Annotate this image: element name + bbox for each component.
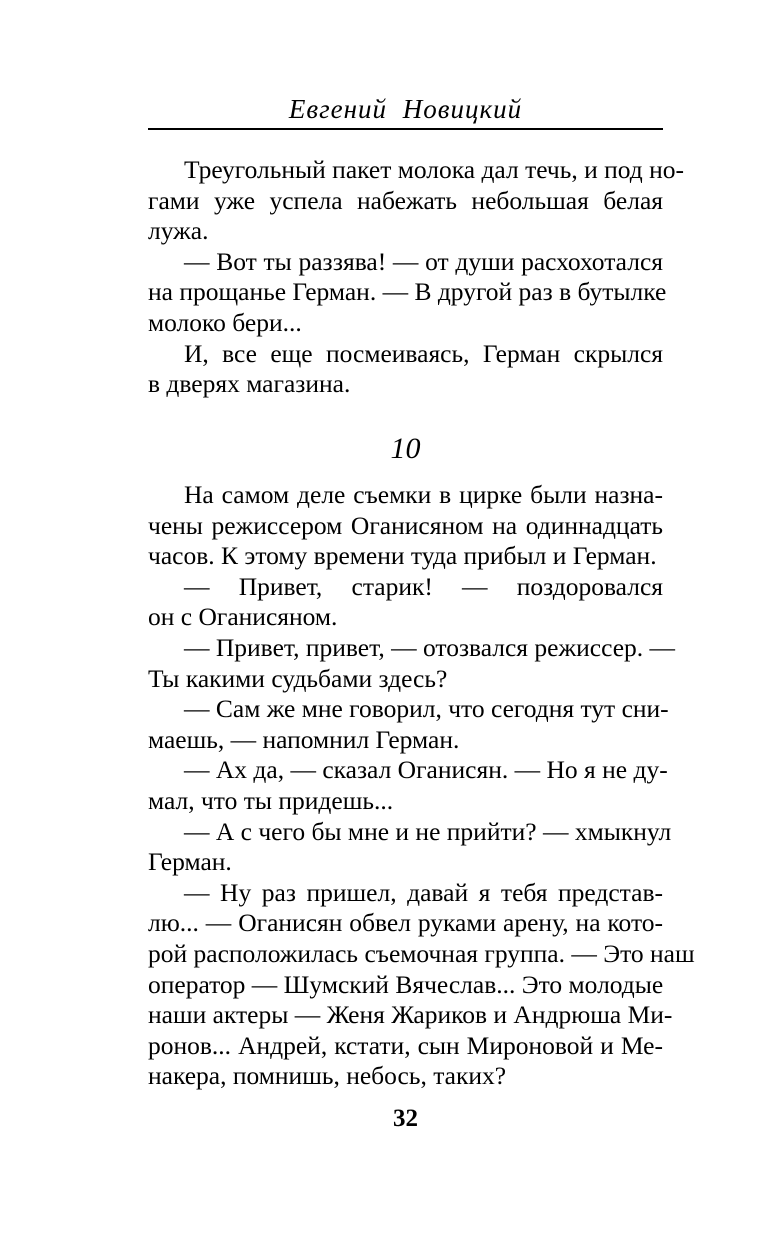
text-line: мал, что ты придешь...: [148, 785, 394, 815]
text-line: чены режиссером Оганисяном на одиннадцать: [148, 510, 663, 540]
paragraph: [148, 632, 676, 694]
text-line: лужа.: [148, 216, 209, 246]
chapter-number: 10: [390, 432, 421, 465]
text-line: лю... — Оганисян обвел руками арену, на кото-: [148, 908, 663, 938]
text-line: — Вот ты раззява! — от души расхохотался: [184, 246, 663, 276]
paragraph: [148, 694, 669, 755]
text-line: в дверях магазина.: [148, 369, 351, 399]
text-line: молоко бери...: [148, 307, 302, 337]
paragraph: [148, 339, 663, 400]
text-line: наши актеры — Женя Жариков и Андрюша Ми-: [148, 1000, 673, 1030]
paragraph: [148, 572, 663, 633]
paragraph: [148, 877, 695, 1092]
paragraph: [148, 246, 667, 339]
text-block-chapter-body: [148, 480, 695, 1092]
text-line: Ты какими судьбами здесь?: [148, 663, 448, 693]
text-line: Герман.: [148, 847, 232, 877]
text-line: — Ну раз пришел, давай я тебя представ-: [184, 877, 663, 907]
text-line: И, все еще посмеиваясь, Герман скрылся: [184, 338, 663, 368]
text-line: часов. К этому времени туда прибыл и Герман.: [148, 541, 657, 571]
paragraph: [148, 816, 672, 878]
paragraph: [148, 755, 668, 816]
text-line: — А с чего бы мне и не прийти? — хмыкнул: [184, 816, 672, 846]
text-line: маешь, — напомнил Герман.: [148, 724, 460, 754]
paragraph: [148, 480, 663, 572]
text-block-before-chapter: [148, 155, 685, 400]
text-line: — Привет, старик! — поздоровался: [184, 571, 663, 601]
text-line: ронов... Андрей, кстати, сын Мироновой и Ме-: [148, 1030, 663, 1060]
running-head-author: Евгений Новицкий: [288, 94, 523, 124]
text-line: на прощанье Герман. — В другой раз в бутылке: [148, 277, 667, 307]
text-line: рой расположилась съемочная группа. — Это наш: [148, 938, 695, 968]
header-rule: [148, 128, 663, 130]
text-line: На самом деле съемки в цирке были назна-: [184, 480, 663, 509]
text-line: он с Оганисяном.: [148, 602, 338, 632]
text-line: — Ах да, — сказал Оганисян. — Но я не ду-: [184, 755, 668, 785]
text-line: гами уже успела набежать небольшая белая: [148, 185, 663, 215]
text-line: — Сам же мне говорил, что сегодня тут сни-: [184, 694, 669, 724]
paragraph: [148, 155, 685, 247]
text-line: Треугольный пакет молока дал течь, и под но-: [184, 155, 685, 184]
text-line: — Привет, привет, — отозвался режиссер. —: [184, 632, 676, 662]
text-line: накера, помнишь, небось, таких?: [148, 1061, 507, 1091]
text-line: оператор — Шумский Вячеслав... Это молодые: [148, 969, 664, 999]
page-number: 32: [393, 1105, 418, 1132]
